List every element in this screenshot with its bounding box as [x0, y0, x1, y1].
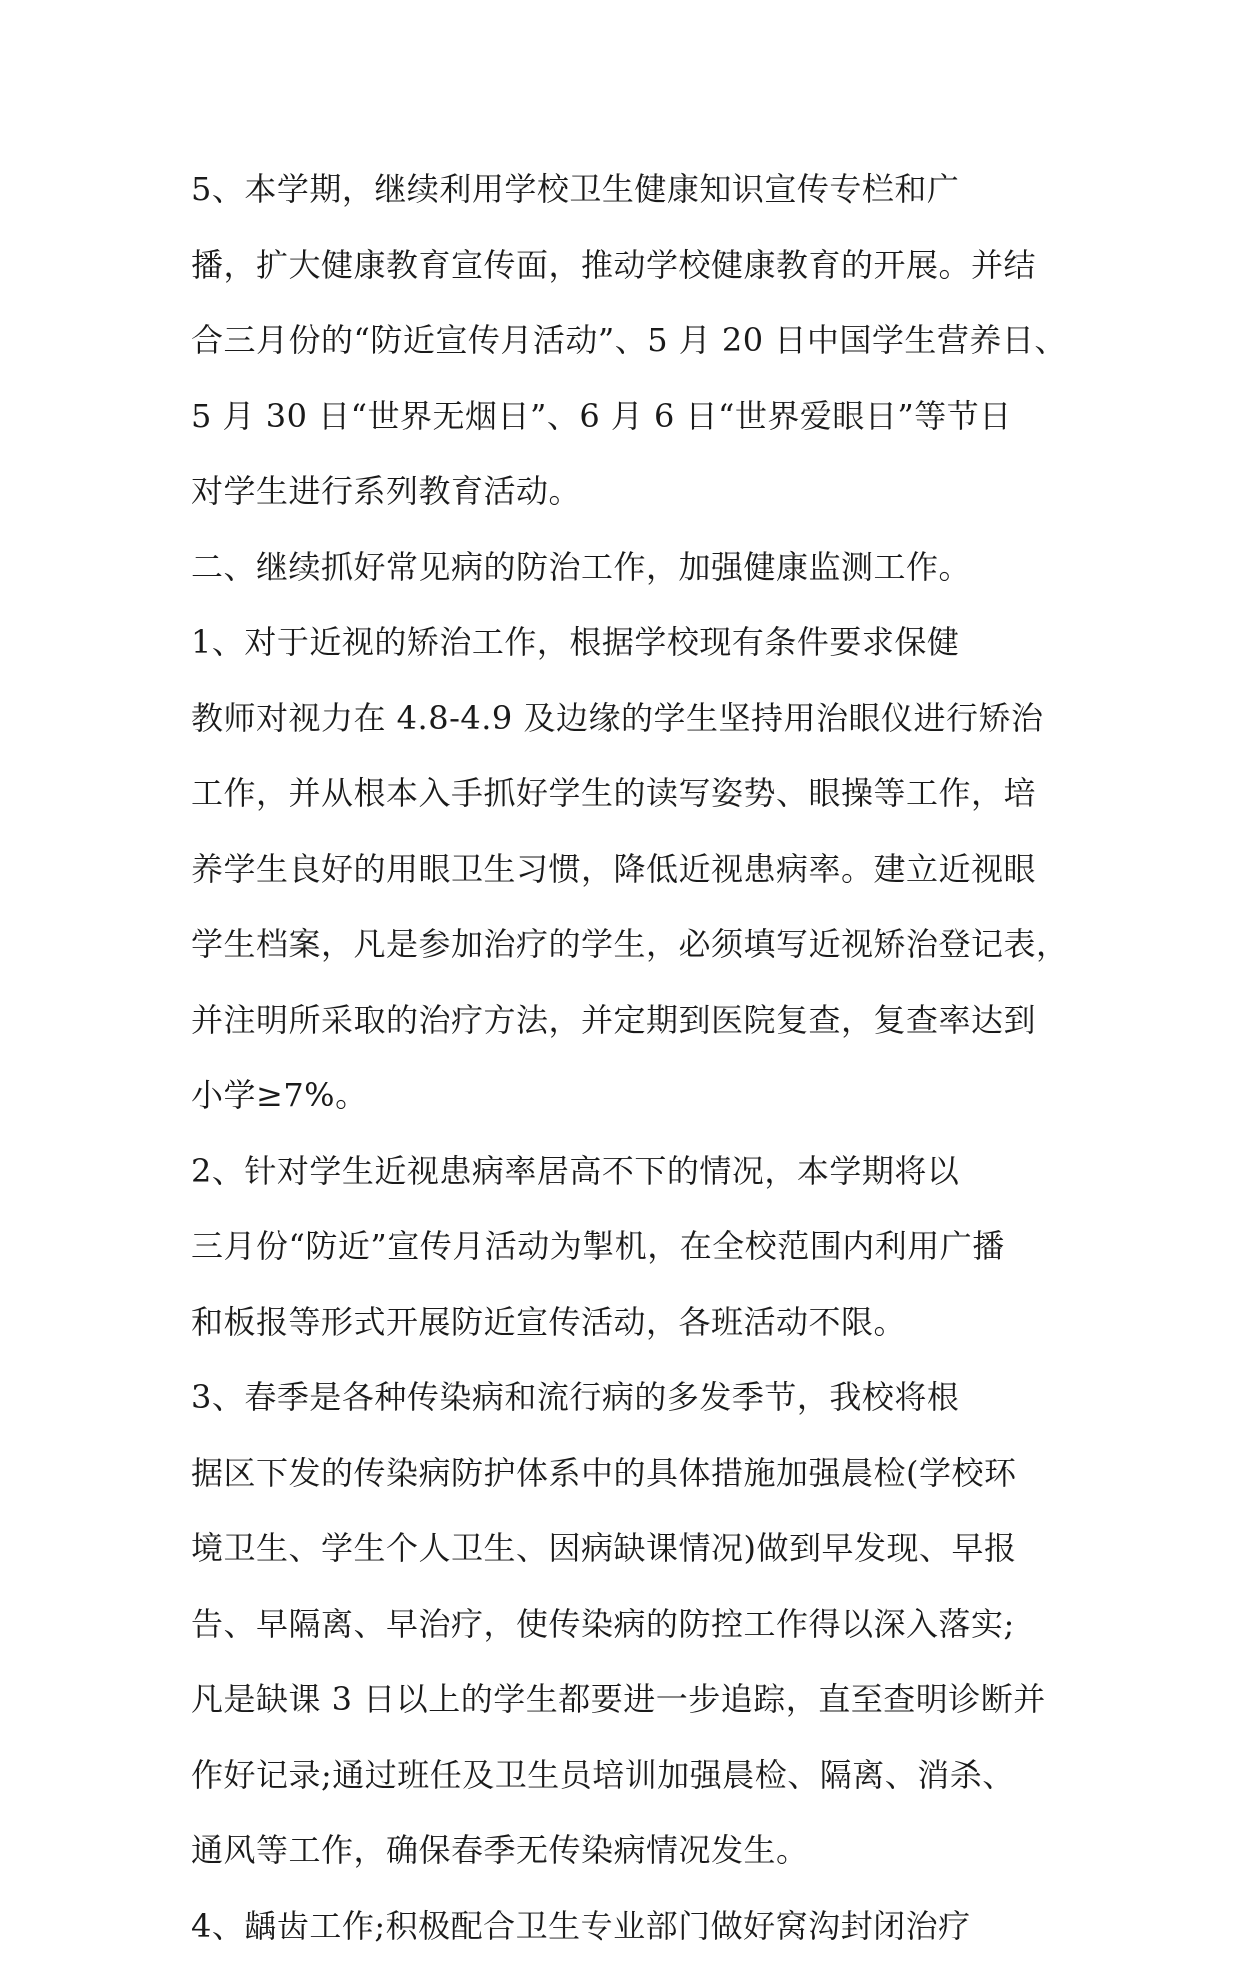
text-line: 小学≥7%。: [191, 1058, 1061, 1134]
text-line: 通风等工作，确保春季无传染病情况发生。: [191, 1813, 1061, 1889]
document-body: [191, 152, 1061, 1964]
text-line: 播，扩大健康教育宣传面，推动学校健康教育的开展。并结: [191, 228, 1061, 304]
text-line: 二、继续抓好常见病的防治工作，加强健康监测工作。: [191, 530, 1061, 606]
text-line: 2、针对学生近视患病率居高不下的情况，本学期将以: [191, 1134, 1061, 1210]
text-line: 养学生良好的用眼卫生习惯，降低近视患病率。建立近视眼: [191, 832, 1061, 908]
text-line: 和板报等形式开展防近宣传活动，各班活动不限。: [191, 1285, 1061, 1361]
text-line: 4、龋齿工作;积极配合卫生专业部门做好窝沟封闭治疗: [191, 1889, 1061, 1964]
text-line: 学生档案，凡是参加治疗的学生，必须填写近视矫治登记表，: [191, 907, 1061, 983]
text-line: 3、春季是各种传染病和流行病的多发季节，我校将根: [191, 1360, 1061, 1436]
text-line: 工作，并从根本入手抓好学生的读写姿势、眼操等工作，培: [191, 756, 1061, 832]
text-line: 境卫生、学生个人卫生、因病缺课情况)做到早发现、早报: [191, 1511, 1061, 1587]
text-line: 对学生进行系列教育活动。: [191, 454, 1061, 530]
text-line: 告、早隔离、早治疗，使传染病的防控工作得以深入落实;: [191, 1587, 1061, 1663]
text-line: 合三月份的“防近宣传月活动”、5 月 20 日中国学生营养日、: [191, 303, 1061, 379]
text-line: 作好记录;通过班任及卫生员培训加强晨检、隔离、消杀、: [191, 1738, 1061, 1814]
text-line: 并注明所采取的治疗方法，并定期到医院复查，复查率达到: [191, 983, 1061, 1059]
text-line: 1、对于近视的矫治工作，根据学校现有条件要求保健: [191, 605, 1061, 681]
text-line: 5 月 30 日“世界无烟日”、6 月 6 日“世界爱眼日”等节日: [191, 379, 1061, 455]
text-line: 5、本学期，继续利用学校卫生健康知识宣传专栏和广: [191, 152, 1061, 228]
text-line: 三月份“防近”宣传月活动为掣机，在全校范围内利用广播: [191, 1209, 1061, 1285]
text-line: 据区下发的传染病防护体系中的具体措施加强晨检(学校环: [191, 1436, 1061, 1512]
text-line: 凡是缺课 3 日以上的学生都要进一步追踪，直至查明诊断并: [191, 1662, 1061, 1738]
text-line: 教师对视力在 4.8-4.9 及边缘的学生坚持用治眼仪进行矫治: [191, 681, 1061, 757]
